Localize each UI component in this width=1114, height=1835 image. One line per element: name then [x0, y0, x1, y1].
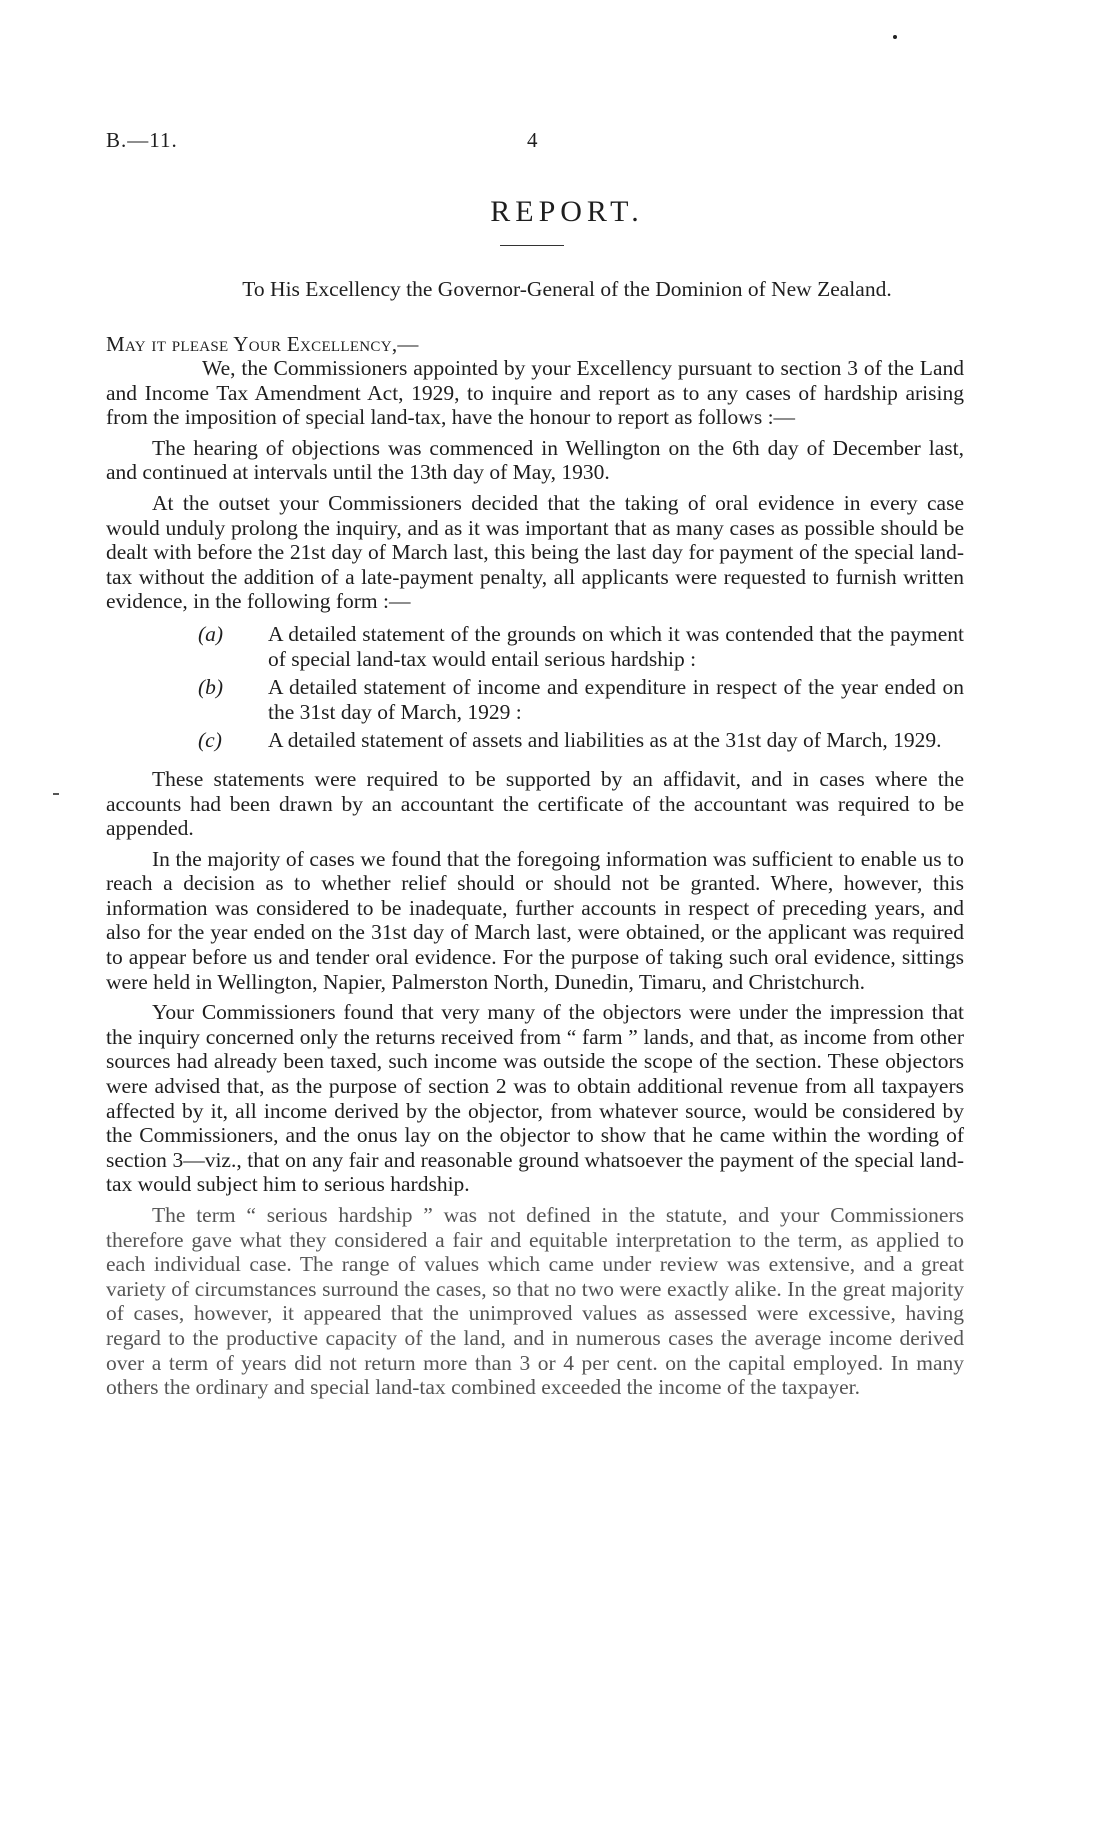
salutation: May it please Your Excellency,— [106, 332, 419, 356]
report-body [106, 356, 964, 1406]
paragraph-2: The hearing of objections was commenced in Wellington on the 6th day of December last, and continued at intervals until the 13th day of May, 1930. [106, 435, 964, 485]
list-item-label: (b) [198, 675, 224, 700]
scan-speck [893, 35, 897, 39]
list-item [106, 728, 964, 753]
list-item-label: (c) [198, 728, 222, 753]
list-item-text: A detailed statement of income and expenditure in respect of the year ended on the 31st day of March, 1929 : [268, 675, 964, 724]
title-rule [500, 245, 564, 246]
scan-margin-mark [53, 793, 59, 795]
list-item [106, 675, 964, 724]
paragraph-7: The term “ serious hardship ” was not defined in the statute, and your Commissioners therefore gave what they considered a fair and equitable interpretation to the term, as applied to each individual case. The range of values which came under review was extensive, and a great variety of circumstances surround the cases, so that no two were exactly alike. In the great majority of cases, however, it appeared that the unimproved values as assessed were excessive, having regard to the productive capacity of the land, and in numerous cases the average income derived over a term of years did not return more than 3 or 4 per cent. on the capital employed. In many others the ordinary and special land-tax combined exceeded the income of the taxpayer. [106, 1203, 964, 1400]
list-item-text: A detailed statement of assets and liabilities as at the 31st day of March, 1929. [268, 728, 942, 753]
paragraph-3: At the outset your Commissioners decided that the taking of oral evidence in every case would unduly prolong the inquiry, and as it was important that as many cases as possible should be dealt with before the 21st day of March last, this being the last day for payment of the special land-tax without the addition of a late-payment penalty, all applicants were requested to furnish written evidence, in the following form :— [106, 490, 964, 614]
address-line: To His Excellency the Governor-General of the Dominion of New Zealand. [242, 277, 892, 301]
document-reference: B.—11. [106, 128, 178, 152]
paragraph-5: In the majority of cases we found that the foregoing information was sufficient to enable us to reach a decision as to whether relief should or should not be granted. Where, however, this information was considered to be inadequate, further accounts in respect of preceding years, and also for the year ended on the 31st day of March last, were obtained, or the applicant was required to appear before us and tender oral evidence. For the purpose of taking such oral evidence, sittings were held in Wellington, Napier, Palmerston North, Dunedin, Timaru, and Christchurch. [106, 846, 964, 994]
list-item-text: A detailed statement of the grounds on which it was contended that the payment of special land-tax would entail serious hardship : [268, 621, 964, 671]
evidence-list [106, 622, 964, 753]
report-title: REPORT. [490, 195, 644, 228]
paragraph-1: We, the Commissioners appointed by your Excellency pursuant to section 3 of the Land and Income Tax Amendment Act, 1929, to inquire and report as to any cases of hardship arising from the imposition of special land-tax, have the honour to report as follows :— [106, 356, 964, 430]
page-number: 4 [527, 128, 538, 152]
list-item-label: (a) [198, 621, 224, 646]
paragraph-6: Your Commissioners found that very many of the objectors were under the impression that the inquiry concerned only the returns received from “ farm ” lands, and that, as income from other sources had already been taxed, such income was outside the scope of the section. These objectors were advised that, as the purpose of section 2 was to obtain additional revenue from all taxpayers affected by it, all income derived by the objector, from whatever source, would be considered by the Commissioners, and the onus lay on the objector to show that he came within the wording of section 3—viz., that on any fair and reasonable ground whatsoever the payment of the special land-tax would subject him to serious hardship. [106, 1000, 964, 1197]
list-item [106, 622, 964, 671]
paragraph-4: These statements were required to be supported by an affidavit, and in cases where the accounts had been drawn by an accountant the certificate of the accountant was required to be appended. [106, 766, 964, 841]
